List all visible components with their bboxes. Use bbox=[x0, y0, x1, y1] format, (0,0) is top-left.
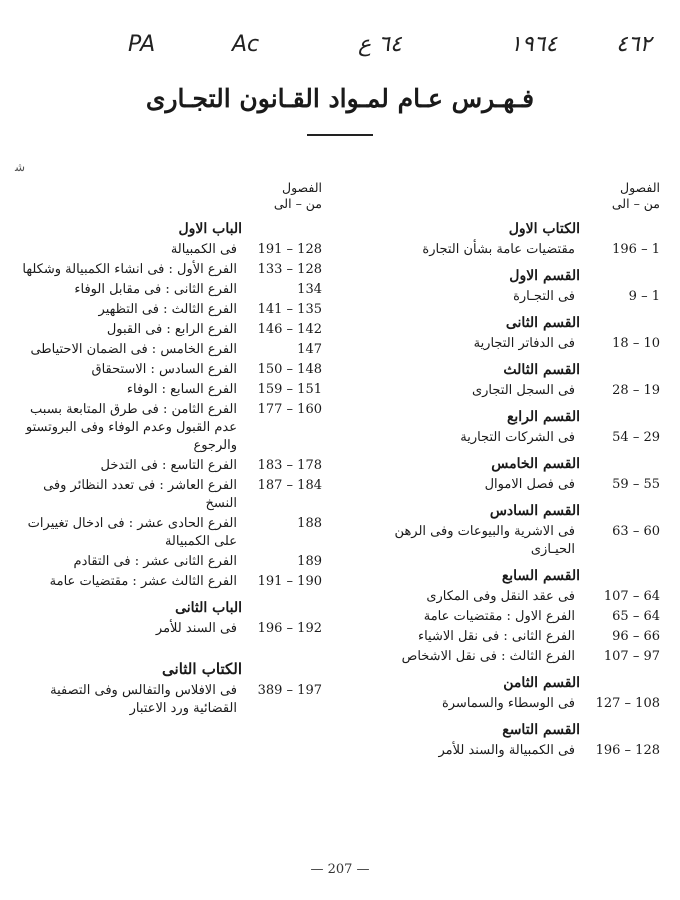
book-heading: الكتاب الثانى bbox=[162, 660, 242, 678]
column-heading-line: الفصول bbox=[620, 180, 660, 195]
section-heading: القسم الثامن bbox=[503, 675, 580, 691]
article-range: 1 – 9 bbox=[628, 289, 660, 304]
entry-text: فى الكمبيالة والسند للأمر bbox=[438, 743, 575, 758]
article-range: 189 bbox=[297, 554, 322, 569]
article-range: 19 – 28 bbox=[612, 383, 660, 398]
index-row bbox=[22, 401, 322, 455]
entry-text: فى السند للأمر bbox=[155, 621, 237, 636]
index-row bbox=[22, 341, 322, 359]
index-row bbox=[22, 321, 322, 339]
article-range: 151 – 159 bbox=[257, 382, 322, 397]
index-row bbox=[350, 335, 660, 353]
index-row bbox=[350, 523, 660, 559]
entry-text: الفرع الخامس : فى الضمان الاحتياطى bbox=[30, 342, 237, 357]
index-row bbox=[350, 695, 660, 713]
index-row bbox=[22, 241, 322, 259]
index-row bbox=[22, 381, 322, 399]
entry-text: فى الافلاس والتفالس وفى التصفية القضائية ورد الاعتبار bbox=[50, 683, 237, 716]
section-heading: الباب الاول bbox=[178, 221, 242, 237]
entry-text: فى السجل التجارى bbox=[471, 383, 575, 398]
corner-mark: ﺷ bbox=[15, 160, 26, 174]
article-range: 10 – 18 bbox=[612, 336, 660, 351]
article-range: 128 – 133 bbox=[257, 262, 322, 277]
title-divider bbox=[307, 134, 373, 136]
handwritten-note-1: PA bbox=[128, 32, 156, 57]
entry-text: الفرع الأول : فى انشاء الكمبيالة وشكلها bbox=[22, 262, 237, 277]
entry-text: الفرع الاول : مقتضيات عامة bbox=[423, 609, 575, 624]
section-heading: الباب الثانى bbox=[175, 600, 242, 616]
index-row bbox=[350, 628, 660, 646]
handwritten-note-2: Ac bbox=[232, 32, 260, 57]
section-heading: الكتاب الاول bbox=[508, 221, 580, 237]
handwritten-note-3: ٦٤ ع bbox=[358, 32, 402, 57]
entry-text: فى عقد النقل وفى المكارى bbox=[426, 589, 575, 604]
section-heading: القسم الخامس bbox=[491, 456, 580, 472]
article-range: 178 – 183 bbox=[257, 458, 322, 473]
section-heading: القسم الثالث bbox=[503, 362, 580, 378]
article-range: 190 – 191 bbox=[257, 574, 322, 589]
index-row bbox=[22, 281, 322, 299]
index-row bbox=[350, 608, 660, 626]
article-range: 188 bbox=[297, 516, 322, 531]
section-heading: القسم الثانى bbox=[505, 315, 580, 331]
index-row bbox=[22, 457, 322, 475]
article-range: 64 – 107 bbox=[603, 589, 660, 604]
section-heading: القسم السادس bbox=[489, 503, 580, 519]
column-heading-line: من – الى bbox=[273, 196, 322, 211]
index-row bbox=[350, 648, 660, 666]
entry-text: الفرع الرابع : فى القبول bbox=[106, 322, 237, 337]
index-row bbox=[22, 573, 322, 591]
right-column bbox=[350, 180, 660, 762]
article-range: 160 – 177 bbox=[257, 402, 322, 417]
entry-text: الفرع الثانى : فى مقابل الوفاء bbox=[74, 282, 237, 297]
section-heading: القسم الرابع bbox=[506, 409, 580, 425]
index-row bbox=[350, 476, 660, 494]
entry-text: الفرع التاسع : فى التدخل bbox=[100, 458, 237, 473]
index-row bbox=[350, 288, 660, 306]
index-row bbox=[350, 588, 660, 606]
handwritten-note-4: ١٩٦٤ bbox=[510, 32, 558, 57]
article-range: 148 – 150 bbox=[257, 362, 322, 377]
entry-text: الفرع الثانى : فى نقل الاشياء bbox=[417, 629, 575, 644]
section-heading: القسم السابع bbox=[501, 568, 580, 584]
article-range: 184 – 187 bbox=[257, 478, 322, 493]
left-column bbox=[22, 180, 322, 720]
article-range: 128 – 196 bbox=[595, 743, 660, 758]
entry-text: فى الاشرية والبيوعات وفى الرهن الحيـازى bbox=[394, 524, 575, 557]
entry-text: الفرع الثالث : فى نقل الاشخاص bbox=[401, 649, 575, 664]
article-range: 60 – 63 bbox=[612, 524, 660, 539]
entry-text: مقتضيات عامة بشأن التجارة bbox=[422, 242, 575, 257]
article-range: 192 – 196 bbox=[257, 621, 322, 636]
entry-text: فى فصل الاموال bbox=[484, 477, 575, 492]
entry-text: الفرع الثالث عشر : مقتضيات عامة bbox=[49, 574, 237, 589]
article-range: 64 – 65 bbox=[612, 609, 660, 624]
index-row bbox=[22, 301, 322, 319]
entry-text: فى الدفاتر التجارية bbox=[473, 336, 575, 351]
index-row bbox=[350, 382, 660, 400]
entry-text: الفرع السابع : الوفاء bbox=[126, 382, 237, 397]
index-row bbox=[22, 620, 322, 638]
article-range: 97 – 107 bbox=[603, 649, 660, 664]
entry-text: فى الشركات التجارية bbox=[460, 430, 575, 445]
entry-text: فى الوسطاء والسماسرة bbox=[441, 696, 575, 711]
page-number: — 207 — bbox=[310, 862, 370, 877]
entry-text: الفرع الحادى عشر : فى ادخال تغييرات على الكمبيالة bbox=[27, 516, 237, 549]
section-heading: القسم الاول bbox=[509, 268, 580, 284]
article-range: 142 – 146 bbox=[257, 322, 322, 337]
index-row bbox=[350, 742, 660, 760]
page-title: فـهـرس عـام لمـواد القـانون التجـارى bbox=[145, 84, 535, 113]
article-range: 55 – 59 bbox=[612, 477, 660, 492]
entry-text: الفرع الثالث : فى التظهير bbox=[98, 302, 237, 317]
index-row bbox=[22, 361, 322, 379]
entry-text: الفرع العاشر : فى تعدد النظائر وفى النسخ bbox=[43, 478, 237, 511]
handwritten-note-5: ٤٦٢ bbox=[616, 32, 652, 57]
article-range: 1 – 196 bbox=[612, 242, 660, 257]
index-row bbox=[22, 261, 322, 279]
article-range: 128 – 191 bbox=[257, 242, 322, 257]
index-row bbox=[22, 515, 322, 551]
article-range: 66 – 96 bbox=[612, 629, 660, 644]
index-row bbox=[22, 553, 322, 571]
entry-text: الفرع الثامن : فى طرق المتابعة بسبب عدم القبول وعدم الوفاء وفى البروتستو والرجوع bbox=[25, 402, 237, 453]
article-range: 29 – 54 bbox=[612, 430, 660, 445]
entry-text: فى الكمبيالة bbox=[170, 242, 237, 257]
column-heading bbox=[22, 180, 322, 212]
index-row bbox=[350, 241, 660, 259]
entry-text: الفرع السادس : الاستحقاق bbox=[91, 362, 237, 377]
section-heading: القسم التاسع bbox=[502, 722, 580, 738]
index-row bbox=[22, 477, 322, 513]
index-row bbox=[22, 682, 322, 718]
entry-text: فى التجـارة bbox=[513, 289, 575, 304]
article-range: 134 bbox=[297, 282, 322, 297]
article-range: 147 bbox=[297, 342, 322, 357]
article-range: 108 – 127 bbox=[595, 696, 660, 711]
column-heading-line: الفصول bbox=[282, 180, 322, 195]
column-heading-line: من – الى bbox=[611, 196, 660, 211]
article-range: 197 – 389 bbox=[257, 683, 322, 698]
entry-text: الفرع الثانى عشر : فى التقادم bbox=[73, 554, 237, 569]
article-range: 135 – 141 bbox=[257, 302, 322, 317]
column-heading bbox=[350, 180, 660, 212]
index-row bbox=[350, 429, 660, 447]
